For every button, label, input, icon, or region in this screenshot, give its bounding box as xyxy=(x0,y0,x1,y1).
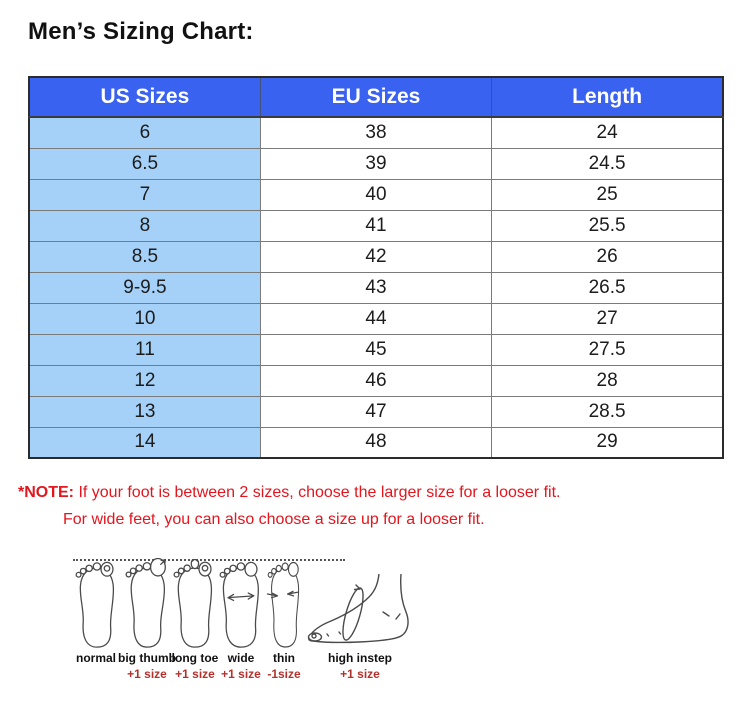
page-title: Men’s Sizing Chart: xyxy=(28,18,254,45)
col-header-eu-sizes: EU Sizes xyxy=(260,77,491,117)
us-size-cell: 14 xyxy=(29,427,260,458)
foot-normal-icon xyxy=(73,561,119,649)
table-row xyxy=(29,365,723,396)
eu-size-cell: 43 xyxy=(260,272,491,303)
foot-label-wide: wide xyxy=(227,651,255,665)
foot-thin-icon xyxy=(262,561,304,649)
sizing-table xyxy=(28,76,724,459)
foot-big-thumb-icon xyxy=(123,558,169,649)
foot-label-thin: thin xyxy=(273,651,295,665)
us-size-cell: 6 xyxy=(29,117,260,148)
us-size-cell: 11 xyxy=(29,334,260,365)
foot-label-normal: normal xyxy=(75,651,117,665)
table-row xyxy=(29,303,723,334)
eu-size-cell: 42 xyxy=(260,241,491,272)
foot-high-instep-icon xyxy=(305,572,417,650)
eu-size-cell: 47 xyxy=(260,396,491,427)
note-prefix: *NOTE: xyxy=(18,484,74,501)
foot-label-big-thumb: big thumb xyxy=(118,651,176,665)
length-cell: 24 xyxy=(492,117,723,148)
eu-size-cell: 45 xyxy=(260,334,491,365)
eu-size-cell: 44 xyxy=(260,303,491,334)
col-header-length: Length xyxy=(492,77,723,117)
length-cell: 28.5 xyxy=(492,396,723,427)
table-row xyxy=(29,241,723,272)
sizing-table-header xyxy=(29,77,723,117)
us-size-cell: 7 xyxy=(29,179,260,210)
length-cell: 29 xyxy=(492,427,723,458)
table-row xyxy=(29,396,723,427)
table-row xyxy=(29,210,723,241)
foot-label-high-instep: high instep xyxy=(328,651,392,665)
length-cell: 28 xyxy=(492,365,723,396)
foot-type-guide xyxy=(0,548,752,698)
eu-size-cell: 38 xyxy=(260,117,491,148)
length-cell: 24.5 xyxy=(492,148,723,179)
foot-size-note-big-thumb: +1 size xyxy=(127,667,167,681)
length-cell: 26 xyxy=(492,241,723,272)
sizing-note-line2: For wide feet, you can also choose a size up for a looser fit. xyxy=(63,511,485,528)
sizing-table-body xyxy=(29,117,723,458)
us-size-cell: 10 xyxy=(29,303,260,334)
foot-size-note-long-toe: +1 size xyxy=(175,667,215,681)
us-size-cell: 12 xyxy=(29,365,260,396)
eu-size-cell: 39 xyxy=(260,148,491,179)
eu-size-cell: 40 xyxy=(260,179,491,210)
foot-size-note-wide: +1 size xyxy=(221,667,261,681)
eu-size-cell: 41 xyxy=(260,210,491,241)
us-size-cell: 8.5 xyxy=(29,241,260,272)
us-size-cell: 9-9.5 xyxy=(29,272,260,303)
foot-label-long-toe: long toe xyxy=(171,651,219,665)
length-cell: 25.5 xyxy=(492,210,723,241)
foot-wide-icon xyxy=(217,561,263,649)
table-row xyxy=(29,117,723,148)
table-row xyxy=(29,148,723,179)
foot-long-toe-icon xyxy=(171,559,217,649)
header-row xyxy=(29,77,723,117)
table-row xyxy=(29,179,723,210)
length-cell: 27 xyxy=(492,303,723,334)
length-cell: 27.5 xyxy=(492,334,723,365)
eu-size-cell: 48 xyxy=(260,427,491,458)
us-size-cell: 6.5 xyxy=(29,148,260,179)
us-size-cell: 13 xyxy=(29,396,260,427)
us-size-cell: 8 xyxy=(29,210,260,241)
table-row xyxy=(29,427,723,458)
table-row xyxy=(29,272,723,303)
foot-size-note-high-instep: +1 size xyxy=(340,667,380,681)
foot-size-note-thin: -1size xyxy=(267,667,301,681)
note-line1-text: If your foot is between 2 sizes, choose the larger size for a looser fit. xyxy=(74,484,561,501)
table-row xyxy=(29,334,723,365)
length-cell: 25 xyxy=(492,179,723,210)
sizing-note-line1 xyxy=(18,484,560,502)
length-cell: 26.5 xyxy=(492,272,723,303)
col-header-us-sizes: US Sizes xyxy=(29,77,260,117)
eu-size-cell: 46 xyxy=(260,365,491,396)
